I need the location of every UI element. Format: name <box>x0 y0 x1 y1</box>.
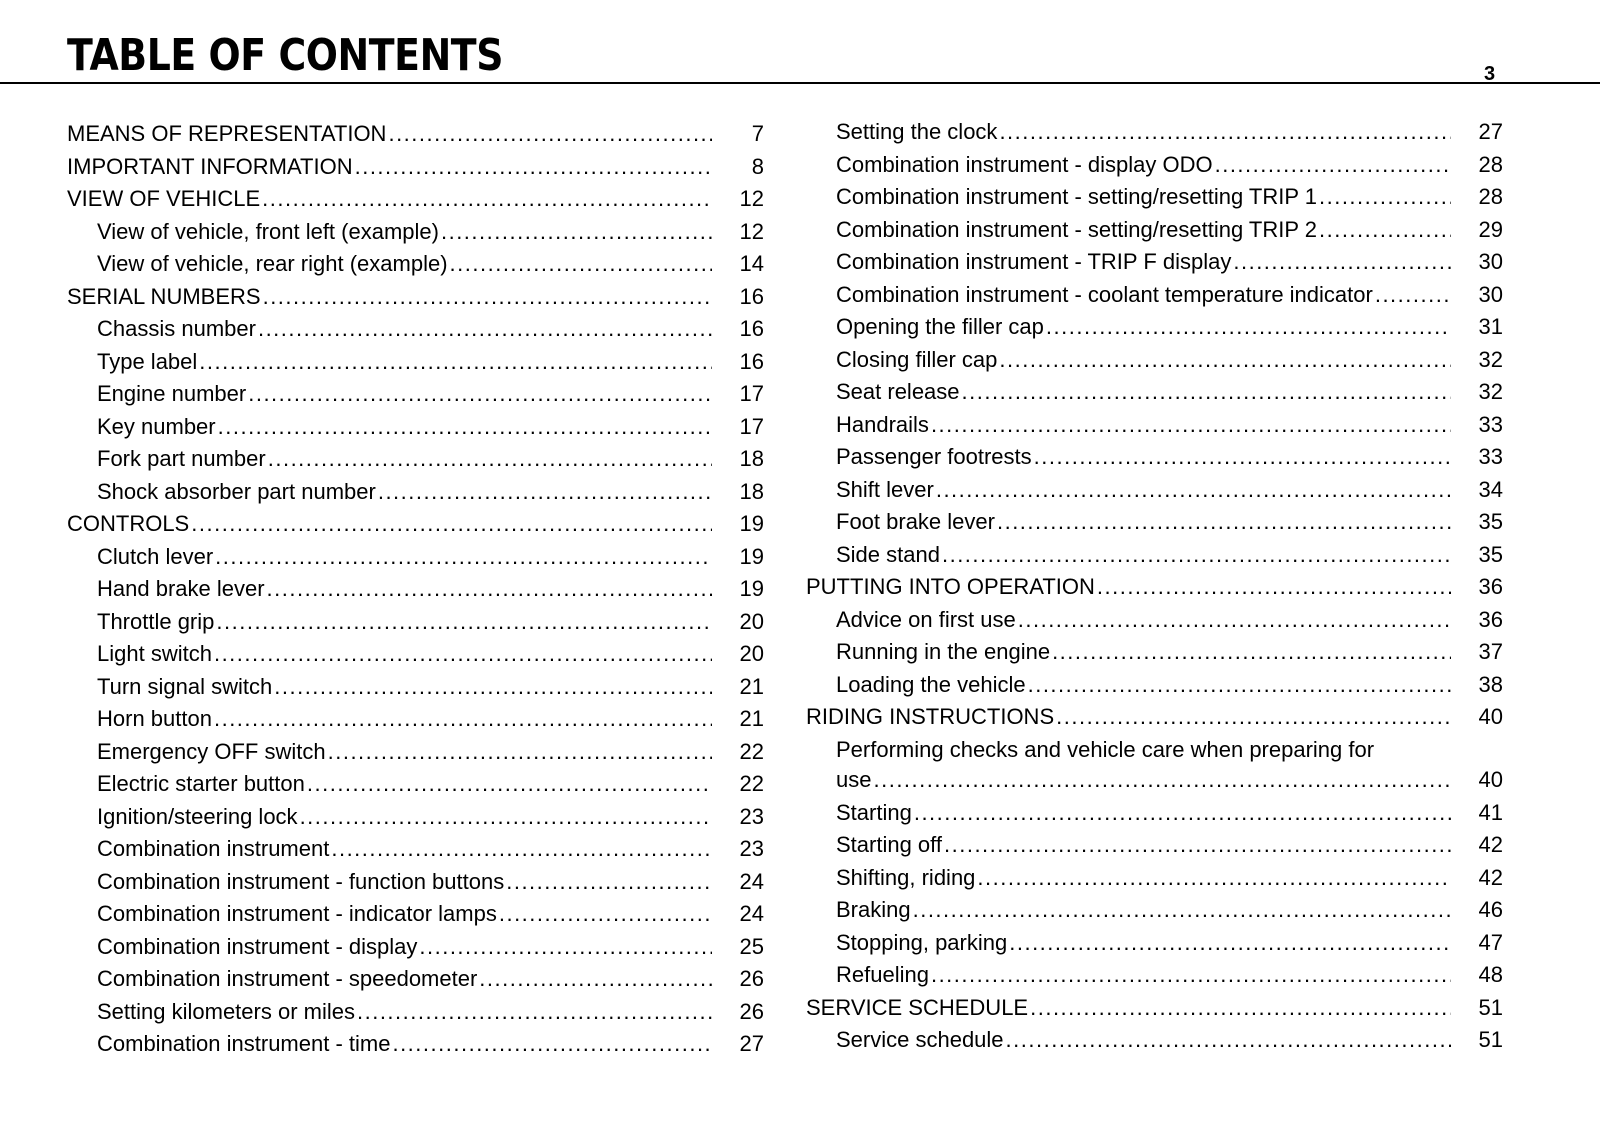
dot-leader <box>216 606 712 639</box>
toc-entry[interactable] <box>806 376 1503 409</box>
dot-leader <box>999 116 1451 149</box>
dot-leader <box>1056 701 1451 734</box>
toc-page-number: 30 <box>1478 249 1503 274</box>
toc-entry[interactable] <box>67 638 764 671</box>
dot-leader <box>1233 246 1451 279</box>
dot-leader <box>1319 181 1451 214</box>
toc-entry[interactable] <box>806 797 1503 830</box>
dot-leader <box>936 474 1451 507</box>
toc-page-number: 21 <box>739 706 764 731</box>
toc-entry[interactable] <box>806 636 1503 669</box>
dot-leader <box>1034 441 1451 474</box>
toc-page-number: 51 <box>1478 994 1503 1020</box>
toc-entry[interactable] <box>806 311 1503 344</box>
dot-leader <box>214 703 712 736</box>
toc-section-entry[interactable] <box>806 992 1503 1025</box>
toc-entry[interactable] <box>67 866 764 899</box>
dot-leader <box>331 833 712 866</box>
toc-section-entry[interactable] <box>67 151 764 184</box>
toc-entry[interactable] <box>806 344 1503 377</box>
toc-page-number: 23 <box>739 803 764 829</box>
toc-entry[interactable] <box>806 669 1503 702</box>
dot-leader <box>1052 636 1451 669</box>
toc-entry-label: Setting the clock <box>836 119 998 144</box>
toc-entry-label: Opening the filler cap <box>836 314 1044 339</box>
toc-page-number: 35 <box>1478 509 1503 534</box>
toc-page-number: 47 <box>1478 929 1503 955</box>
toc-entry-label: Combination instrument - time <box>97 1031 391 1056</box>
toc-entry-label: View of vehicle, front left (example) <box>97 218 439 244</box>
toc-entry[interactable] <box>67 963 764 996</box>
toc-entry-label: Combination instrument - indicator lamps <box>97 901 497 926</box>
toc-page-number: 27 <box>739 1031 764 1056</box>
toc-entry-label: Seat release <box>836 379 960 404</box>
toc-entry-label: Closing filler cap <box>836 346 998 372</box>
toc-page-number: 14 <box>739 251 764 276</box>
toc-entry-label: Performing checks and vehicle care when preparing for <box>836 736 1375 762</box>
toc-page-number: 7 <box>751 121 764 146</box>
toc-page-number: 40 <box>1478 704 1503 729</box>
dot-leader <box>388 118 712 151</box>
toc-page-number: 12 <box>739 218 764 244</box>
toc-entry-label: Turn signal switch <box>97 673 273 699</box>
toc-entry-label: Refueling <box>836 962 929 987</box>
toc-entry-label: Combination instrument - display ODO <box>836 151 1213 177</box>
toc-entry[interactable] <box>806 181 1503 214</box>
toc-page-number: 19 <box>739 511 764 536</box>
toc-entry-label: View of vehicle, rear right (example) <box>97 251 448 276</box>
toc-entry[interactable] <box>67 411 764 444</box>
toc-entry[interactable] <box>806 474 1503 507</box>
dot-leader <box>357 996 712 1029</box>
dot-leader <box>355 151 712 184</box>
dot-leader <box>1215 149 1451 182</box>
dot-leader <box>267 573 712 606</box>
toc-page-number: 29 <box>1478 216 1503 242</box>
toc-entry[interactable] <box>67 736 764 769</box>
toc-entry-label: Combination instrument - setting/resetting TRIP 1 <box>836 184 1317 209</box>
toc-entry-label-continued: use <box>836 766 872 792</box>
toc-page-number: 38 <box>1478 671 1503 697</box>
toc-entry-label: VIEW OF VEHICLE <box>67 186 261 211</box>
toc-entry-label: Clutch lever <box>97 543 214 569</box>
toc-entry-label: Braking <box>836 897 911 922</box>
toc-page-number: 36 <box>1478 606 1503 632</box>
dot-leader <box>441 216 712 249</box>
dot-leader <box>450 248 712 281</box>
toc-section-entry[interactable] <box>806 571 1503 604</box>
toc-entry[interactable] <box>67 313 764 346</box>
dot-leader <box>479 963 712 996</box>
toc-entry-label: Handrails <box>836 411 929 437</box>
toc-entry[interactable] <box>806 959 1503 992</box>
toc-page-number: 19 <box>739 576 764 601</box>
toc-section-entry[interactable] <box>67 281 764 314</box>
dot-leader <box>997 506 1451 539</box>
toc-entry-label: Engine number <box>97 381 247 406</box>
toc-page-number: 30 <box>1478 281 1503 307</box>
toc-entry-label: Shifting, riding <box>836 864 976 890</box>
toc-entry-label: PUTTING INTO OPERATION <box>806 574 1095 599</box>
dot-leader <box>977 862 1451 895</box>
toc-entry-label: Combination instrument - function buttons <box>97 868 505 894</box>
toc-entry-label: Running in the engine <box>836 639 1051 664</box>
toc-entry[interactable] <box>67 671 764 704</box>
toc-entry[interactable] <box>67 898 764 931</box>
toc-entry[interactable] <box>806 539 1503 572</box>
toc-entry-label: MEANS OF REPRESENTATION <box>67 121 387 146</box>
dot-leader <box>300 801 712 834</box>
toc-page-number: 25 <box>739 933 764 959</box>
toc-entry-label: Hand brake lever <box>97 576 265 601</box>
toc-entry[interactable] <box>806 279 1503 312</box>
dot-leader <box>1375 279 1451 312</box>
toc-page-number: 27 <box>1478 119 1503 144</box>
toc-entry-label: SERVICE SCHEDULE <box>806 994 1029 1020</box>
dot-leader <box>931 409 1451 442</box>
toc-entry-label: Light switch <box>97 641 212 666</box>
toc-page-number: 40 <box>1478 766 1503 792</box>
toc-page-number: 16 <box>739 348 764 374</box>
toc-entry[interactable] <box>806 441 1503 474</box>
dot-leader <box>506 866 712 899</box>
toc-entry-label: Type label <box>97 348 198 374</box>
toc-page-number: 41 <box>1478 799 1503 825</box>
toc-entry-continuation <box>806 764 1503 795</box>
dot-leader <box>931 959 1451 992</box>
page-title: TABLE OF CONTENTS <box>67 30 504 81</box>
toc-page-number: 20 <box>739 608 764 634</box>
toc-entry-label: Electric starter button <box>97 771 305 796</box>
toc-right-column <box>806 116 1503 1057</box>
toc-page-number: 28 <box>1478 184 1503 209</box>
toc-page-number: 51 <box>1478 1027 1503 1052</box>
toc-entry-label: Starting off <box>836 832 942 857</box>
dot-leader <box>274 671 712 704</box>
toc-entry-label: Combination instrument - TRIP F display <box>836 249 1232 274</box>
dot-leader <box>913 894 1451 927</box>
toc-entry[interactable] <box>67 833 764 866</box>
dot-leader <box>263 281 712 314</box>
toc-page-number: 34 <box>1478 476 1503 502</box>
toc-page-number: 8 <box>751 153 764 179</box>
toc-page-number: 26 <box>739 998 764 1024</box>
toc-left-column <box>67 118 764 1061</box>
toc-entry[interactable] <box>806 214 1503 247</box>
toc-entry-label: Combination instrument <box>97 836 330 861</box>
dot-leader <box>1028 669 1451 702</box>
toc-entry-label: Combination instrument - setting/resetting TRIP 2 <box>836 216 1317 242</box>
toc-page-number: 42 <box>1478 832 1503 857</box>
toc-entry[interactable] <box>67 541 764 574</box>
toc-entry[interactable] <box>67 1028 764 1061</box>
toc-entry-label: Horn button <box>97 706 212 731</box>
toc-page-number: 32 <box>1478 379 1503 404</box>
page-number: 3 <box>1484 63 1496 85</box>
toc-section-entry[interactable] <box>67 118 764 151</box>
toc-page-number: 35 <box>1478 541 1503 567</box>
toc-entry[interactable] <box>67 801 764 834</box>
toc-entry-label: Advice on first use <box>836 606 1016 632</box>
dot-leader <box>258 313 712 346</box>
toc-entry[interactable] <box>806 927 1503 960</box>
toc-page-number: 32 <box>1478 346 1503 372</box>
toc-entry-label: Foot brake lever <box>836 509 995 534</box>
toc-entry[interactable] <box>806 829 1503 862</box>
toc-entry[interactable] <box>806 149 1503 182</box>
toc-section-entry[interactable] <box>67 508 764 541</box>
toc-entry-label: Loading the vehicle <box>836 671 1026 697</box>
toc-page-number: 24 <box>739 901 764 926</box>
toc-entry[interactable] <box>806 409 1503 442</box>
toc-entry[interactable] <box>67 476 764 509</box>
toc-page-number: 33 <box>1478 444 1503 469</box>
toc-section-entry[interactable] <box>67 183 764 216</box>
dot-leader <box>378 476 712 509</box>
toc-page-number: 20 <box>739 641 764 666</box>
toc-entry[interactable] <box>806 604 1503 637</box>
toc-page-number: 42 <box>1478 864 1503 890</box>
dot-leader <box>499 898 712 931</box>
toc-page-number: 48 <box>1478 962 1503 987</box>
toc-page-number: 16 <box>739 316 764 341</box>
toc-entry[interactable] <box>67 573 764 606</box>
toc-entry[interactable] <box>806 894 1503 927</box>
dot-leader <box>1097 571 1451 604</box>
dot-leader <box>307 768 712 801</box>
toc-entry-label: Combination instrument - speedometer <box>97 966 478 991</box>
toc-entry[interactable] <box>67 606 764 639</box>
toc-page-number: 16 <box>739 283 764 309</box>
toc-entry-label: Stopping, parking <box>836 929 1008 955</box>
toc-entry[interactable] <box>806 116 1503 149</box>
toc-entry[interactable] <box>67 216 764 249</box>
header-rule <box>0 82 1600 84</box>
dot-leader <box>199 346 712 379</box>
toc-page-number: 46 <box>1478 897 1503 922</box>
toc-page-number: 31 <box>1478 314 1503 339</box>
toc-entry-label: Throttle grip <box>97 608 215 634</box>
toc-entry[interactable] <box>67 346 764 379</box>
toc-entry-label: IMPORTANT INFORMATION <box>67 153 353 179</box>
toc-entry-label: Ignition/steering lock <box>97 803 298 829</box>
dot-leader <box>999 344 1451 377</box>
dot-leader <box>392 1028 712 1061</box>
toc-entry-label: Passenger footrests <box>836 444 1032 469</box>
toc-entry-label: Emergency OFF switch <box>97 738 326 764</box>
toc-page-number: 21 <box>739 673 764 699</box>
toc-entry[interactable] <box>67 768 764 801</box>
dot-leader <box>914 797 1451 830</box>
toc-page-number: 17 <box>739 413 764 439</box>
toc-entry[interactable] <box>806 862 1503 895</box>
dot-leader <box>1006 1024 1451 1057</box>
toc-entry[interactable] <box>806 1024 1503 1057</box>
toc-entry-label: SERIAL NUMBERS <box>67 283 261 309</box>
toc-page-number: 23 <box>739 836 764 861</box>
toc-section-entry[interactable] <box>806 701 1503 734</box>
toc-entry[interactable] <box>67 248 764 281</box>
toc-page-number: 18 <box>739 446 764 471</box>
dot-leader <box>262 183 712 216</box>
toc-entry-label: Service schedule <box>836 1027 1004 1052</box>
toc-entry[interactable] <box>67 996 764 1029</box>
toc-page-number: 22 <box>739 738 764 764</box>
dot-leader <box>944 829 1451 862</box>
dot-leader <box>268 443 712 476</box>
toc-page-number: 22 <box>739 771 764 796</box>
dot-leader <box>215 541 712 574</box>
dot-leader <box>942 539 1451 572</box>
toc-page-number: 26 <box>739 966 764 991</box>
toc-entry-label: Chassis number <box>97 316 256 341</box>
toc-page-number: 33 <box>1478 411 1503 437</box>
dot-leader <box>1030 992 1451 1025</box>
dot-leader <box>873 764 1451 795</box>
dot-leader <box>1018 604 1451 637</box>
toc-entry[interactable] <box>67 703 764 736</box>
dot-leader <box>962 376 1451 409</box>
dot-leader <box>214 638 712 671</box>
toc-entry[interactable] <box>67 931 764 964</box>
toc-page-number: 28 <box>1478 151 1503 177</box>
toc-entry-label: Starting <box>836 799 912 825</box>
toc-page-number: 36 <box>1478 574 1503 599</box>
toc-entry-label: Fork part number <box>97 446 266 471</box>
toc-entry-label: Combination instrument - display <box>97 933 418 959</box>
dot-leader <box>248 378 712 411</box>
toc-entry-label: Shift lever <box>836 476 934 502</box>
toc-page-number: 19 <box>739 543 764 569</box>
toc-entry-label: RIDING INSTRUCTIONS <box>806 704 1055 729</box>
toc-page-number: 17 <box>739 381 764 406</box>
toc-page-number: 18 <box>739 478 764 504</box>
toc-page-number: 24 <box>739 868 764 894</box>
dot-leader <box>328 736 712 769</box>
dot-leader <box>1046 311 1451 344</box>
dot-leader <box>1009 927 1451 960</box>
dot-leader <box>1319 214 1451 247</box>
toc-entry-label: Side stand <box>836 541 940 567</box>
dot-leader <box>191 508 712 541</box>
toc-entry[interactable] <box>67 378 764 411</box>
toc-entry-label: Combination instrument - coolant temperature indicator <box>836 281 1373 307</box>
dot-leader <box>218 411 712 444</box>
toc-entry-label: CONTROLS <box>67 511 190 536</box>
toc-page-number: 37 <box>1478 639 1503 664</box>
toc-entry[interactable] <box>806 506 1503 539</box>
toc-entry-label: Setting kilometers or miles <box>97 998 355 1024</box>
toc-page-number: 12 <box>739 186 764 211</box>
toc-entry[interactable] <box>67 443 764 476</box>
toc-entry-label: Shock absorber part number <box>97 478 376 504</box>
dot-leader <box>419 931 712 964</box>
toc-entry-label: Key number <box>97 413 216 439</box>
toc-entry[interactable] <box>806 736 1503 797</box>
toc-entry[interactable] <box>806 246 1503 279</box>
